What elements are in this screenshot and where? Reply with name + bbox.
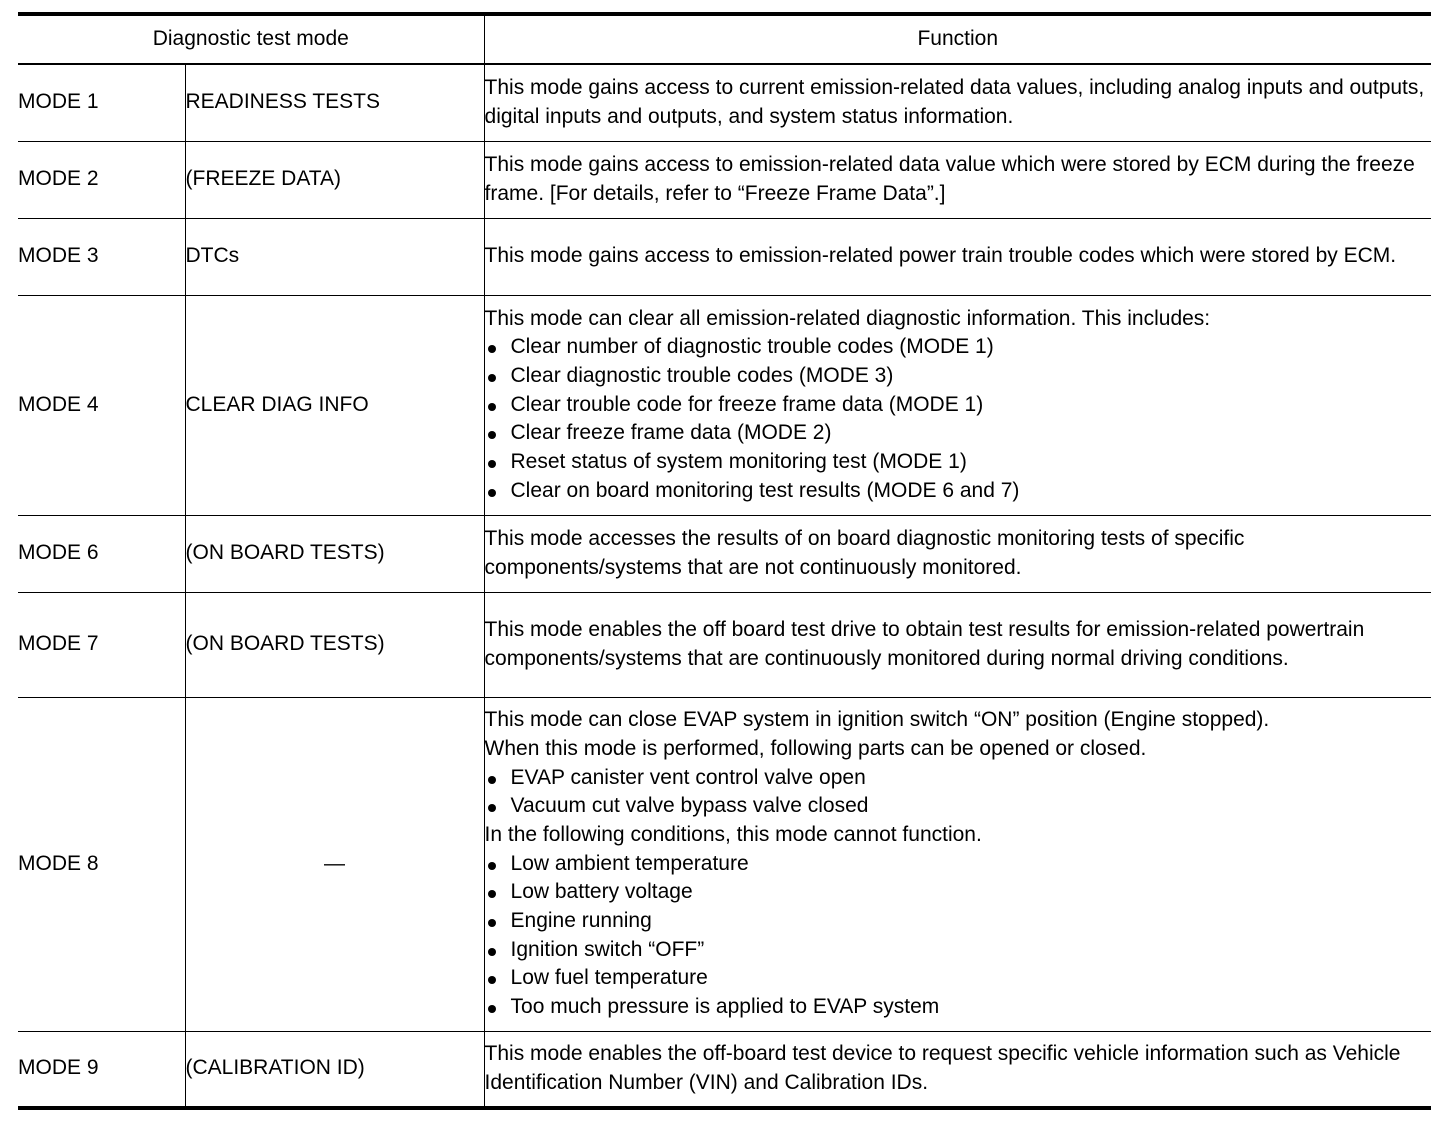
table-row-mode-7 (18, 592, 1431, 697)
mode-id-cell: MODE 4 (18, 295, 185, 515)
table-row-mode-9 (18, 1031, 1431, 1108)
bullet-item: Clear freeze frame data (MODE 2) (485, 419, 1431, 448)
function-conditions-intro: In the following conditions, this mode cannot function. (484, 822, 982, 846)
function-cell (484, 64, 1431, 141)
table-header (18, 14, 1431, 64)
function-cell (484, 592, 1431, 697)
function-text: This mode enables the off board test drive to obtain test results for emission-related powertrain components/systems that are continuously monitored during normal driving conditions. (484, 617, 1371, 670)
mode-name-cell: (FREEZE DATA) (185, 141, 484, 218)
bullet-item: Clear trouble code for freeze frame data (MODE 1) (485, 391, 1431, 420)
function-intro-2: When this mode is performed, following parts can be opened or closed. (484, 736, 1147, 760)
mode-name-cell: — (185, 697, 484, 1031)
mode-id-cell: MODE 6 (18, 515, 185, 592)
bullet-item: Clear number of diagnostic trouble codes (MODE 1) (485, 333, 1431, 362)
function-intro: This mode can clear all emission-related diagnostic information. This includes: (484, 306, 1211, 330)
mode-name-cell: DTCs (185, 218, 484, 295)
function-cell (484, 697, 1431, 1031)
header-function: Function (484, 14, 1431, 64)
bullet-item: Ignition switch “OFF” (485, 936, 1431, 965)
mode-name-cell: (ON BOARD TESTS) (185, 592, 484, 697)
table-row-mode-4 (18, 295, 1431, 515)
bullet-item: Low ambient temperature (485, 850, 1431, 879)
mode-name-cell: (ON BOARD TESTS) (185, 515, 484, 592)
bullet-item: Engine running (485, 907, 1431, 936)
table-row-mode-1 (18, 64, 1431, 141)
bullet-item: EVAP canister vent control valve open (485, 764, 1431, 793)
table-row-mode-3 (18, 218, 1431, 295)
mode-id-cell: MODE 8 (18, 697, 185, 1031)
table-row-mode-6 (18, 515, 1431, 592)
function-cell (484, 218, 1431, 295)
mode-id-cell: MODE 1 (18, 64, 185, 141)
bullet-item: Low fuel temperature (485, 964, 1431, 993)
mode-id-cell: MODE 2 (18, 141, 185, 218)
bullet-item: Vacuum cut valve bypass valve closed (485, 792, 1431, 821)
mode-id-cell: MODE 9 (18, 1031, 185, 1108)
function-text: This mode gains access to current emission-related data values, including analog inputs and outputs, digital inputs and outputs, and system status information. (484, 76, 1431, 128)
bullet-item: Clear diagnostic trouble codes (MODE 3) (485, 362, 1431, 391)
bullet-item: Reset status of system monitoring test (MODE 1) (485, 448, 1431, 477)
bullet-item: Clear on board monitoring test results (MODE 6 and 7) (485, 477, 1431, 506)
function-text: This mode accesses the results of on board diagnostic monitoring tests of specific components/systems that are not continuously monitored. (484, 526, 1251, 579)
function-text: This mode gains access to emission-related power train trouble codes which were stored by ECM. (484, 244, 1397, 268)
function-cell (484, 295, 1431, 515)
bullet-item: Low battery voltage (485, 878, 1431, 907)
function-text: This mode gains access to emission-related data value which were stored by ECM during the freeze frame. [For details, refer to “Freeze Frame Data”.] (484, 152, 1421, 205)
function-cell (484, 1031, 1431, 1108)
mode-id-cell: MODE 3 (18, 218, 185, 295)
function-cell (484, 141, 1431, 218)
mode-name-cell: (CALIBRATION ID) (185, 1031, 484, 1108)
header-diagnostic-test-mode: Diagnostic test mode (18, 14, 484, 64)
mode-id-cell: MODE 7 (18, 592, 185, 697)
diagnostic-mode-table (18, 12, 1431, 1110)
function-cell (484, 515, 1431, 592)
table-row-mode-2 (18, 141, 1431, 218)
table-row-mode-8 (18, 697, 1431, 1031)
header-row (18, 14, 1431, 64)
function-intro: This mode can close EVAP system in ignition switch “ON” position (Engine stopped). (484, 708, 1270, 732)
mode-name-cell: READINESS TESTS (185, 64, 484, 141)
bullet-item: Too much pressure is applied to EVAP system (485, 993, 1431, 1022)
function-text: This mode enables the off-board test device to request specific vehicle information such as Vehicle Identification Number (VIN) and Calibration IDs. (484, 1042, 1407, 1094)
mode-name-cell: CLEAR DIAG INFO (185, 295, 484, 515)
